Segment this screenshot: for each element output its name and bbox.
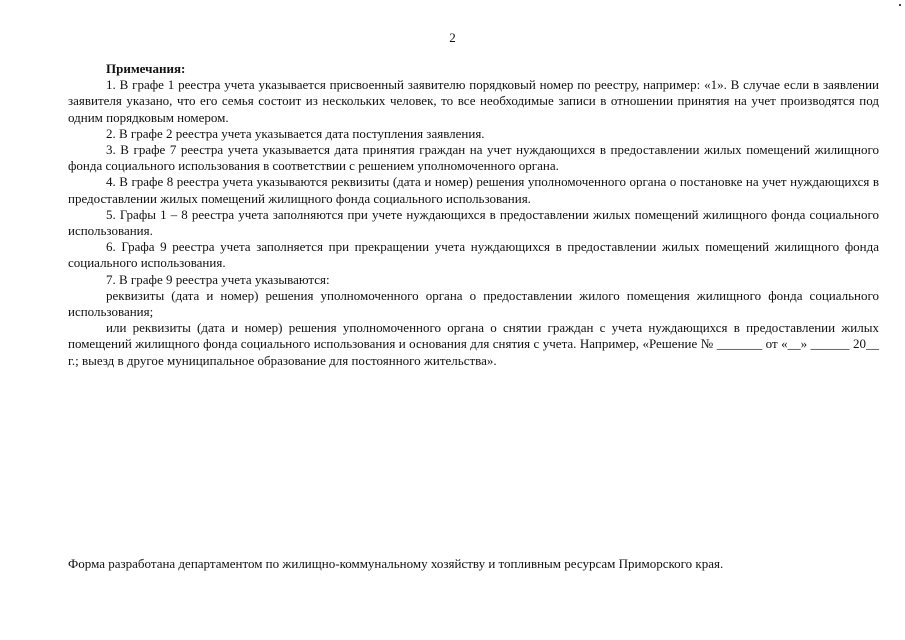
note-paragraph: 7. В графе 9 реестра учета указываются: xyxy=(106,271,330,287)
note-paragraph: 4. В графе 8 реестра учета указываются реквизиты (дата и номер) решения уполномоченного органа о постановке на учет нуждающихся в предоставлении жилых помещений жилищного фонда социального использования. xyxy=(68,174,879,206)
note-paragraph: 2. В графе 2 реестра учета указывается дата поступления заявления. xyxy=(106,125,485,141)
scan-dot xyxy=(899,4,901,6)
note-paragraph: или реквизиты (дата и номер) решения уполномоченного органа о снятии граждан с учета нуждающихся в предоставлении жилых помещений жилищного фонда социального использования и основания для снятия с учета. Например, «Решение № _______ от «__» ______ 20__ г.; выезд в другое муниципальное образование для постоянного жительства». xyxy=(68,320,879,368)
note-paragraph: 3. В графе 7 реестра учета указывается дата принятия граждан на учет нуждающихся в предоставлении жилых помещений жилищного фонда социального использования в соответствии с решением уполномоченного органа. xyxy=(68,142,879,174)
page-number: 2 xyxy=(449,30,456,45)
note-paragraph: реквизиты (дата и номер) решения уполномоченного органа о предоставлении жилого помещения жилищного фонда социального использования; xyxy=(68,287,879,320)
note-paragraph: 6. Графа 9 реестра учета заполняется при прекращении учета нуждающихся в предоставлении жилых помещений жилищного фонда социального использования. xyxy=(68,239,879,271)
notes-heading: Примечания: xyxy=(106,61,186,76)
note-paragraph: 1. В графе 1 реестра учета указывается присвоенный заявителю порядковый номер по реестру, например: «1». В случае если в заявлении заявителя указано, что его семья состоит из нескольких человек, то все необходимые записи в отношении принятия на учет производятся под одним порядковым номером. xyxy=(68,77,879,125)
form-footer-note: Форма разработана департаментом по жилищно-коммунальному хозяйству и топливным ресурсам Приморского края. xyxy=(68,556,724,571)
note-paragraph: 5. Графы 1 – 8 реестра учета заполняются при учете нуждающихся в предоставлении жилых помещений жилищного фонда социального использования. xyxy=(68,206,879,239)
notes-section xyxy=(68,61,879,369)
